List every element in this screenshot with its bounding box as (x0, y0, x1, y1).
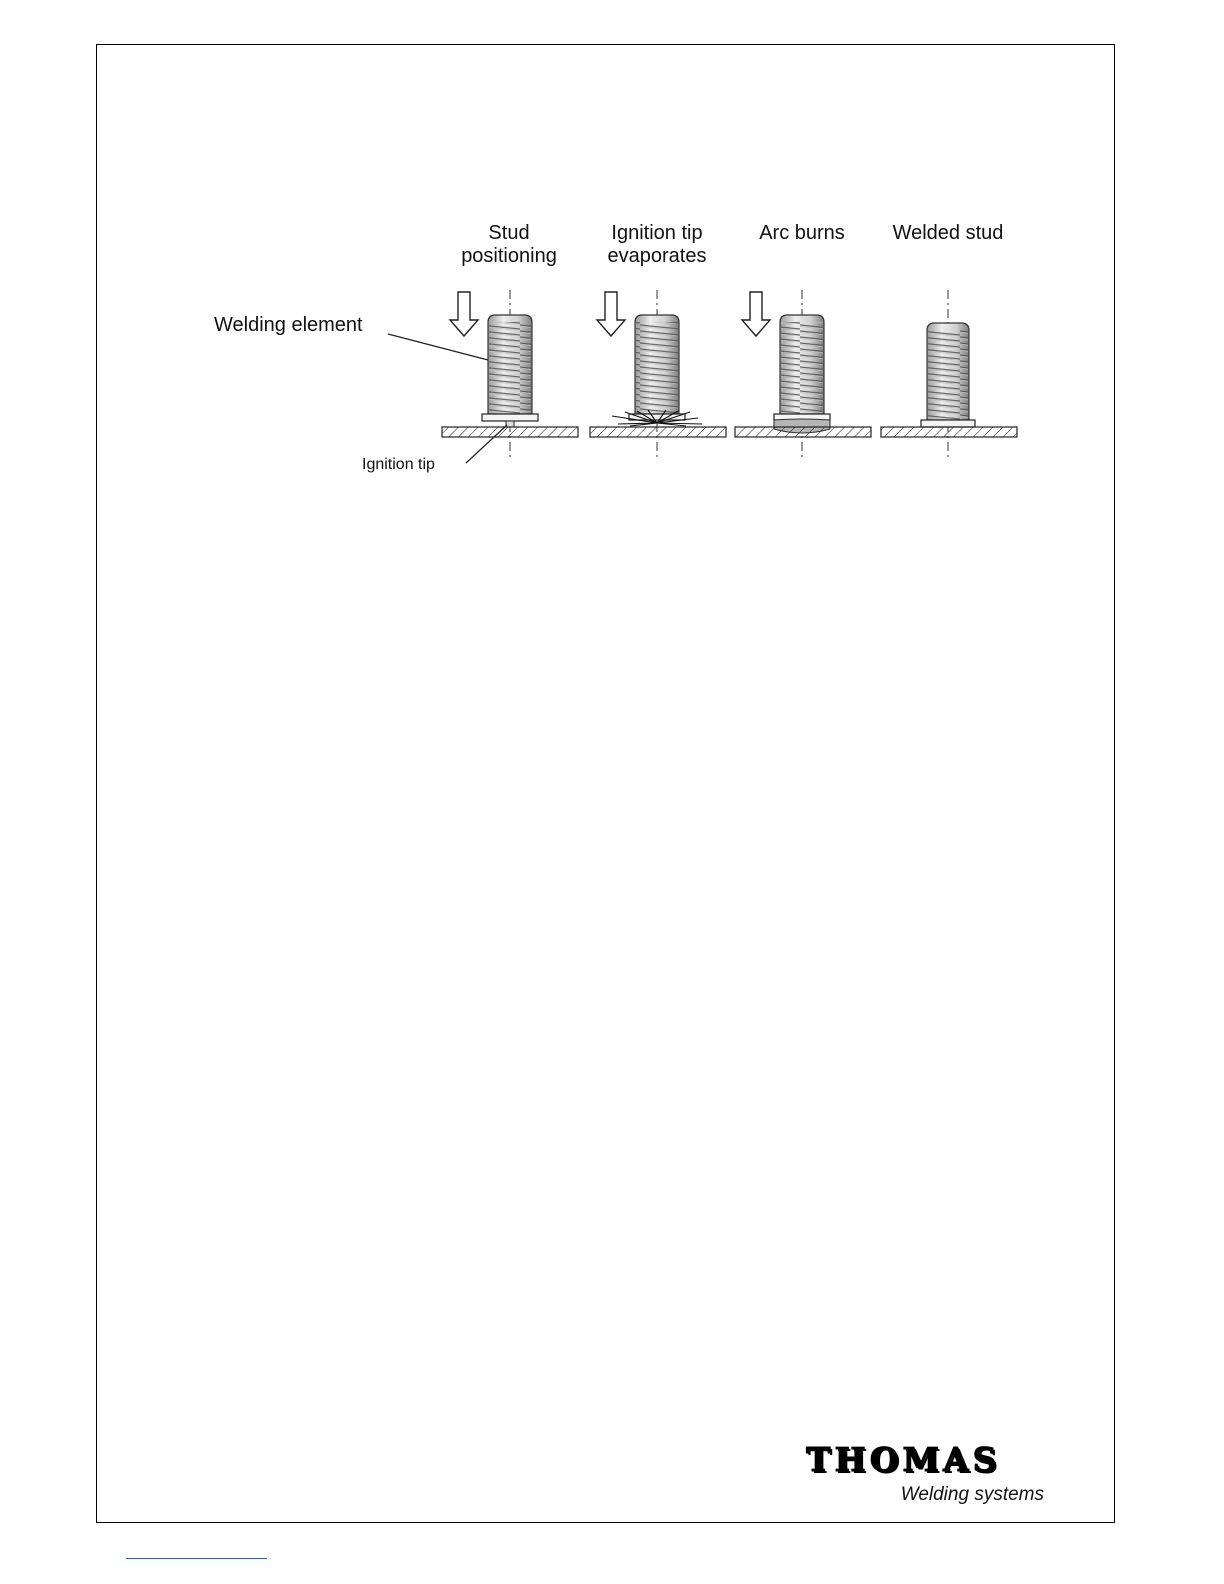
force-arrow-icon (450, 292, 478, 336)
force-arrow-icon (742, 292, 770, 336)
stud-welding-diagram (200, 210, 1040, 500)
stage-3-graphic (735, 290, 871, 460)
stage-4-graphic (881, 290, 1017, 460)
logo-tagline: Welding systems (900, 1484, 1044, 1505)
logo-brand: THOMAS (806, 1440, 1001, 1479)
stage-1-graphic (388, 290, 578, 463)
force-arrow-icon (597, 292, 625, 336)
stage-title-ignition-tip: Ignition tip evaporates (607, 222, 707, 267)
thomas-logo (806, 1440, 1046, 1510)
stage-2-graphic (590, 290, 726, 460)
stage-title-arc-burns: Arc burns (759, 222, 845, 244)
footer-rule (126, 1558, 267, 1559)
callout-ignition-tip: Ignition tip (362, 456, 435, 473)
callout-welding-element: Welding element (214, 314, 363, 336)
stage-title-welded-stud: Welded stud (892, 222, 1004, 244)
diagram-graphics (200, 210, 1040, 500)
stage-title-stud-positioning: Stud positioning (461, 222, 557, 267)
